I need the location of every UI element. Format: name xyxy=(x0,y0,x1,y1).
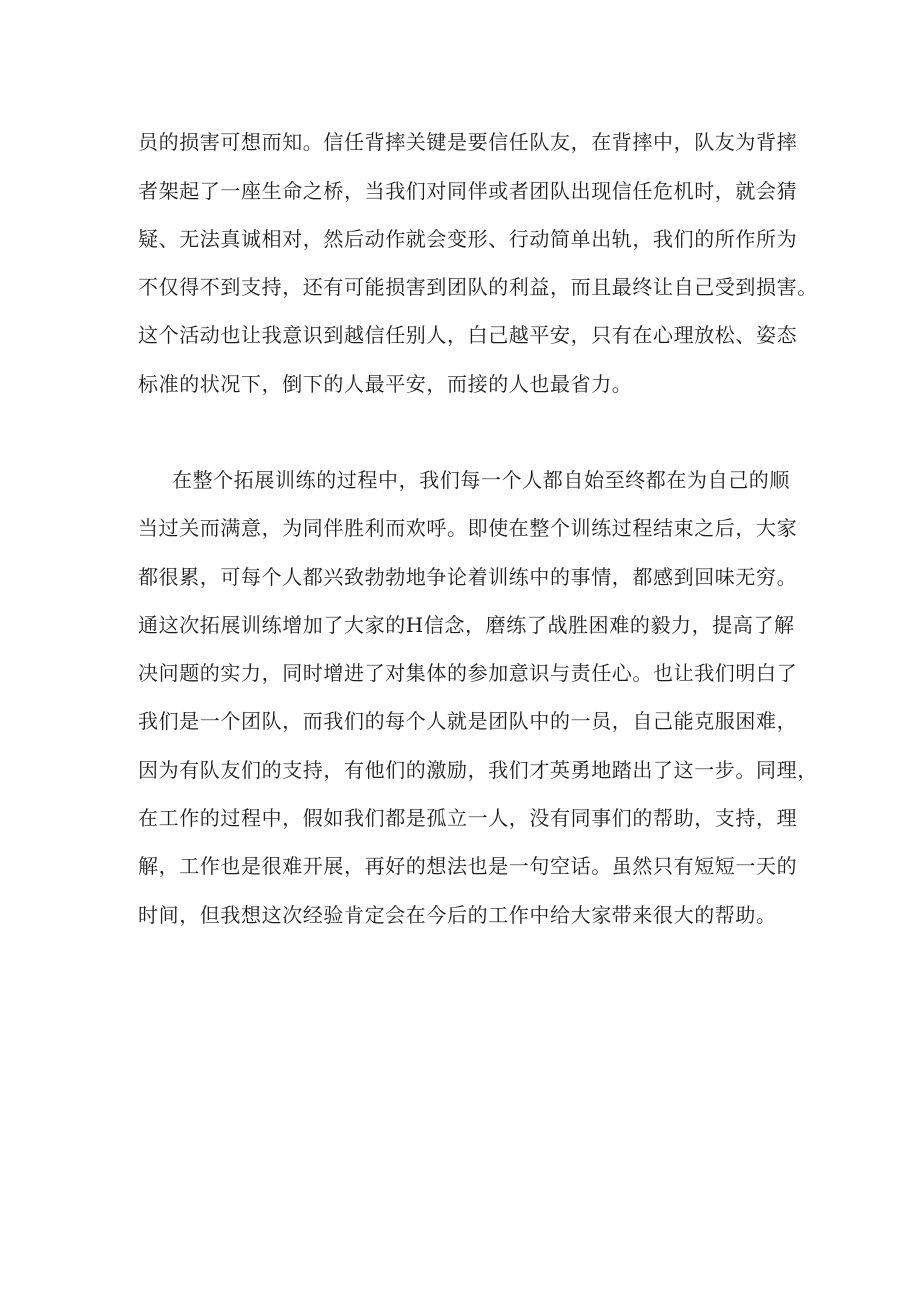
paragraph-2-line-1: 在整个拓展训练的过程中，我们每一个人都自始至终都在为自己的顺 xyxy=(172,468,790,492)
paragraph-1-line-1: 员的损害可想而知。信任背摔关键是要信任队友，在背摔中，队友为背摔 xyxy=(138,130,798,154)
paragraph-2-line-3: 都很累，可每个人都兴致勃勃地争论着训练中的事情，都感到回味无穷。 xyxy=(138,565,798,589)
paragraph-2-line-9: 解，工作也是很难开展，再好的想法也是一句空话。虽然只有短短一天的 xyxy=(138,854,798,878)
paragraph-1-line-4: 不仅得不到支持，还有可能损害到团队的利益，而且最终让自己受到损害。 xyxy=(138,275,818,299)
paragraph-1-line-6: 标准的状况下，倒下的人最平安，而接的人也最省力。 xyxy=(138,372,633,396)
paragraph-2-line-2: 当过关而满意，为同伴胜利而欢呼。即使在整个训练过程结束之后，大家 xyxy=(138,516,798,540)
paragraph-2-line-6: 我们是一个团队，而我们的每个人就是团队中的一员，自己能克服困难， xyxy=(138,709,798,733)
paragraph-2-line-7: 因为有队友们的支持，有他们的激励，我们才英勇地踏出了这一步。同理， xyxy=(138,758,818,782)
paragraph-1-line-3: 疑、无法真诚相对，然后动作就会变形、行动简单出轨，我们的所作所为 xyxy=(138,227,798,251)
paragraph-2-line-8: 在工作的过程中，假如我们都是孤立一人，没有同事们的帮助，支持，理 xyxy=(138,806,798,830)
paragraph-2-line-10: 时间，但我想这次经验肯定会在今后的工作中给大家带来很大的帮助。 xyxy=(138,903,777,927)
paragraph-1-line-5: 这个活动也让我意识到越信任别人，白己越平安，只有在心理放松、姿态 xyxy=(138,323,798,347)
paragraph-2-line-4: 通这次拓展训练增加了大家的H信念，磨练了战胜困难的毅力，提高了解 xyxy=(138,613,795,637)
paragraph-2-line-5: 决问题的实力，同时增进了对集体的参加意识与责任心。也让我们明白了 xyxy=(138,661,798,685)
paragraph-1-line-2: 者架起了一座生命之桥，当我们对同伴或者团队出现信任危机时，就会猜 xyxy=(138,179,798,203)
